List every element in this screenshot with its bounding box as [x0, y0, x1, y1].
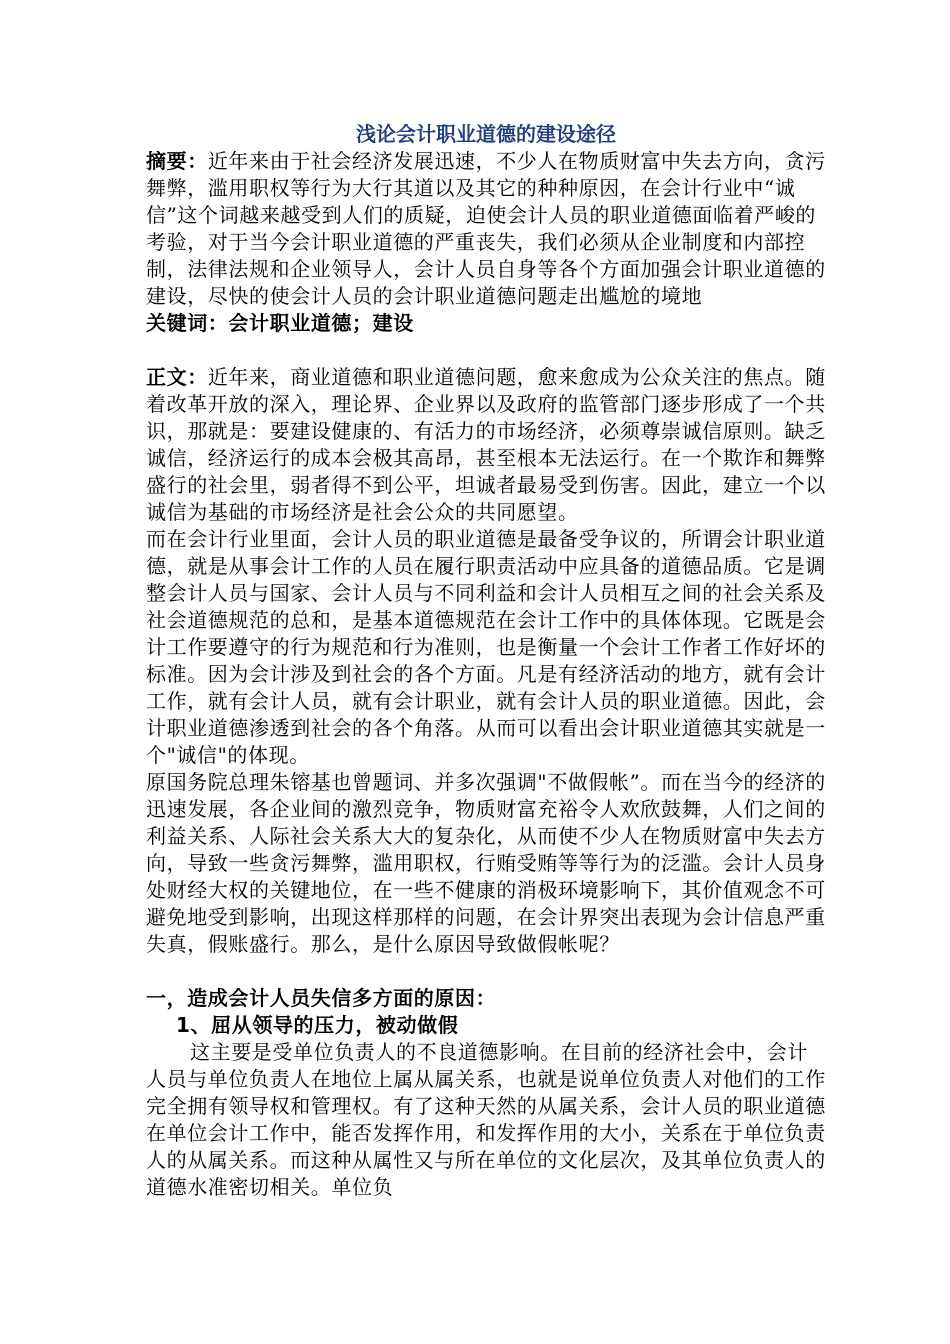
abstract-label: 摘要：	[146, 149, 208, 173]
abstract-text: 近年来由于社会经济发展迅速，不少人在物质财富中失去方向，贪污舞弊，滥用职权等行为大行其道以及其它的种种原因，在会计行业中“诚信”这个词越来越受到人们的质疑，迫使会计人员的职业道德面临着严峻的考验，对于当今会计职业道德的严重丧失，我们必须从企业制度和内部控制，法律法规和企业领导人，会计人员自身等各个方面加强会计职业道德的建设，尽快的使会计人员的会计职业道德问题走出尴尬的境地	[146, 149, 826, 308]
keywords-line: 关键词：会计职业道德；建设	[146, 311, 414, 335]
section-paragraph-1: 这主要是受单位负责人的不良道德影响。在目前的经济社会中，会计人员与单位负责人在地位上属从属关系，也就是说单位负责人对他们的工作完全拥有领导权和管理权。有了这种天然的从属关系，会计人员的职业道德在单位会计工作中，能否发挥作用，和发挥作用的大小，关系在于单位负责人的从属关系。而这种从属性又与所在单位的文化层次，及其单位负责人的道德水准密切相关。单位负	[146, 1040, 826, 1199]
body-text-1: 近年来，商业道德和职业道德问题，愈来愈成为公众关注的焦点。随着改革开放的深入，理论界、企业界以及政府的监管部门逐步形成了一个共识，那就是：要建设健康的、有活力的市场经济，必须尊崇诚信原则。缺乏诚信，经济运行的成本会极其高昂，甚至根本无法运行。在一个欺诈和舞弊盛行的社会里，弱者得不到公平，坦诚者最易受到伤害。因此，建立一个以诚信为基础的市场经济是社会公众的共同愿望。	[146, 365, 826, 524]
subsection-heading: 1、屈从领导的压力，被动做假	[176, 1013, 459, 1037]
document-page	[146, 120, 826, 1201]
body-paragraph-1	[146, 364, 826, 526]
body-label: 正文：	[146, 365, 208, 389]
document-title: 浅论会计职业道德的建设途径	[356, 122, 616, 146]
body-paragraph-2: 而在会计行业里面，会计人员的职业道德是最备受争议的，所谓会计职业道德，就是从事会计工作的人员在履行职责活动中应具备的道德品质。它是调整会计人员与国家、会计人员与不同利益和会计人员相互之间的社会关系及社会道德规范的总和，是基本道德规范在会计工作中的具体体现。它既是会计工作要遵守的行为规范和行为准则，也是衡量一个会计工作者工作好坏的标准。因为会计涉及到社会的各个方面。凡是有经济活动的地方，就有会计工作，就有会计人员，就有会计职业，就有会计人员的职业道德。因此，会计职业道德渗透到社会的各个角落。从而可以看出会计职业道德其实就是一个"诚信"的体现。	[146, 527, 826, 767]
body-paragraph-3: 原国务院总理朱镕基也曾题词、并多次强调"不做假帐”。而在当今的经济的迅速发展，各企业间的激烈竞争，物质财富充裕令人欢欣鼓舞，人们之间的利益关系、人际社会关系大大的复杂化，从而使不少人在物质财富中失去方向，导致一些贪污舞弊，滥用职权，行贿受贿等等行为的泛滥。会计人员身处财经大权的关键地位，在一些不健康的消极环境影响下，其价值观念不可避免地受到影响，出现这样那样的问题，在会计界突出表现为会计信息严重失真，假账盛行。那么，是什么原因导致做假帐呢？	[146, 770, 826, 956]
abstract-paragraph	[146, 148, 826, 310]
spacer	[146, 958, 826, 985]
spacer	[146, 337, 826, 364]
section-heading: 一，造成会计人员失信多方面的原因：	[146, 986, 497, 1010]
